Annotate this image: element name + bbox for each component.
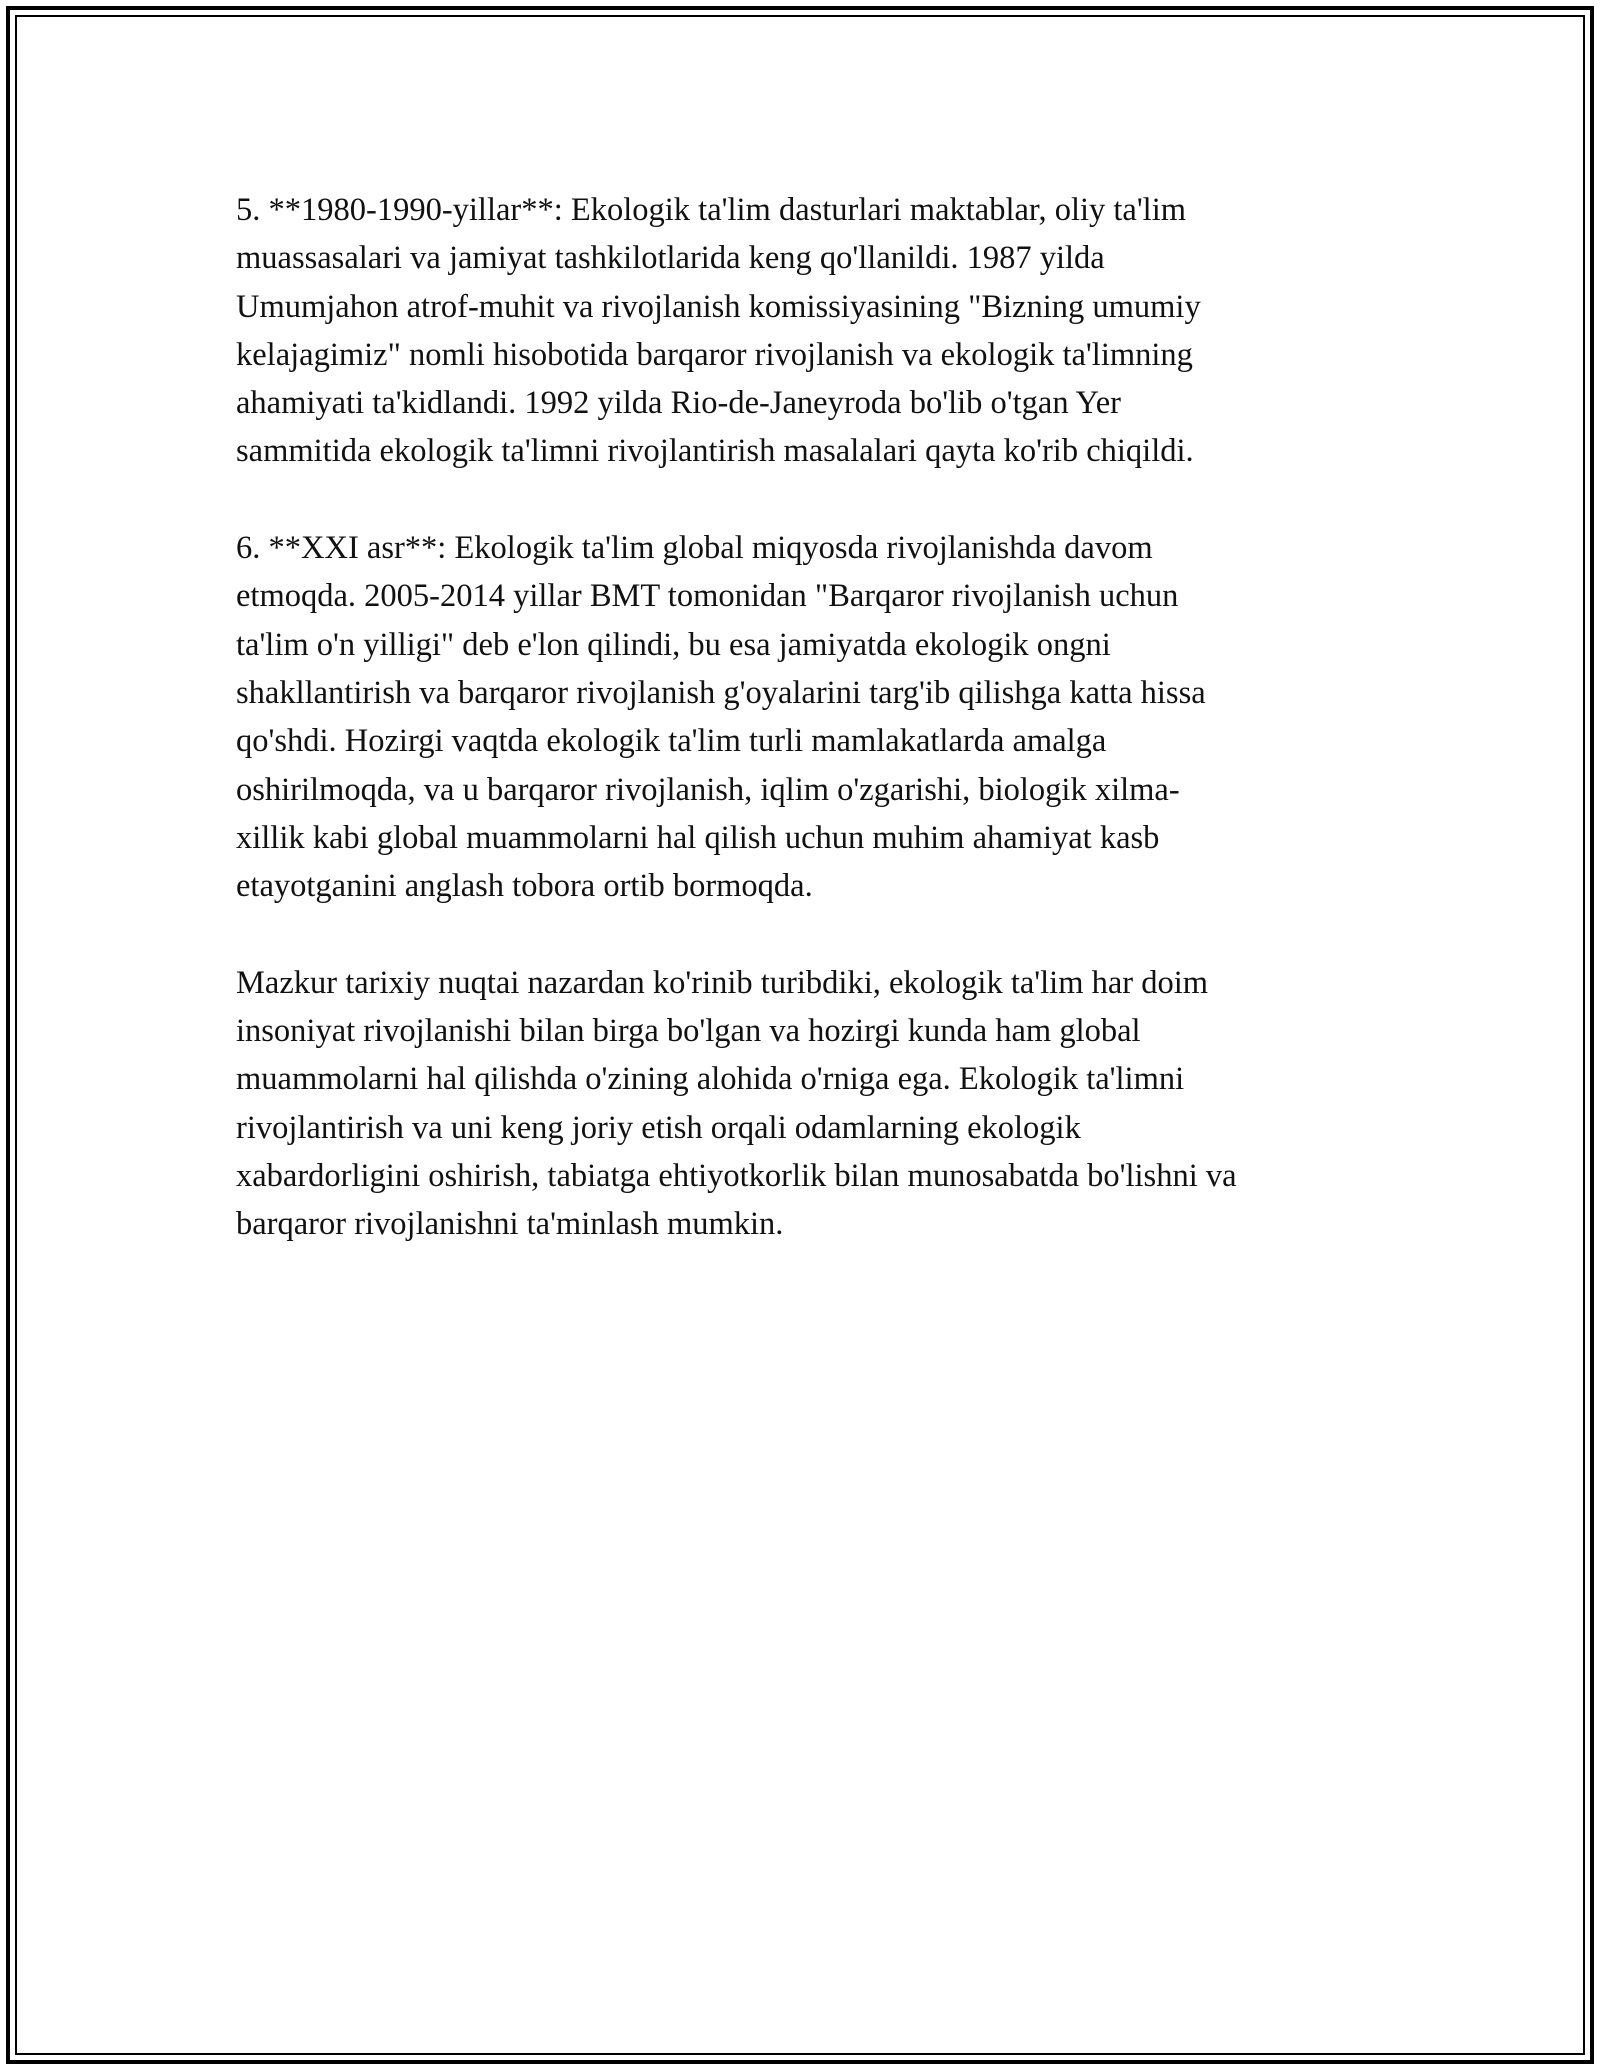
- paragraph-conclusion: Mazkur tarixiy nuqtai nazardan ko'rinib turibdiki, ekologik ta'lim har doim insoniyat rivojlanishi bilan birga bo'lgan va hozirgi kunda ham global muammolarni hal qilishda o'zining alohida o'rniga ega. Ekologik ta'limni rivojlantirish va uni keng joriy etish orqali odamlarning ekologik xabardorligini oshirish, tabiatga ehtiyotkorlik bilan munosabatda bo'lishni va barqaror rivojlanishni ta'minlash mumkin.: [236, 964, 1237, 1243]
- paragraph-1980-1990: 5. **1980-1990-yillar**: Ekologik ta'lim dasturlari maktablar, oliy ta'lim muassasalari va jamiyat tashkilotlarida keng qo'llanildi. 1987 yilda Umumjahon atrof-muhit va rivojlanish komissiyasining "Bizning umumiy kelajagimiz" nomli hisobotida barqaror rivojlanish va ekologik ta'limning ahamiyati ta'kidlandi. 1992 yilda Rio-de-Janeyroda bo'lib o'tgan Yer sammitida ekologik ta'limni rivojlantirish masalalari qayta ko'rib chiqildi.: [236, 192, 1201, 470]
- document-body: [236, 186, 1396, 1297]
- paragraph-xxi-century: 6. **XXI asr**: Ekologik ta'lim global miqyosda rivojlanishda davom etmoqda. 2005-2014 yillar BMT tomonidan "Barqaror rivojlanish uchun ta'lim o'n yilligi" deb e'lon qilindi, bu esa jamiyatda ekologik ongni shakllantirish va barqaror rivojlanish g'oyalarini targ'ib qilishga katta hissa qo'shdi. Hozirgi vaqtda ekologik ta'lim turli mamlakatlarda amalga oshirilmoqda, va u barqaror rivojlanish, iqlim o'zgarishi, biologik xilma- xillik kabi global muammolarni hal qilish uchun muhim ahamiyat kasb etayotganini anglash tobora ortib bormoqda.: [236, 530, 1206, 905]
